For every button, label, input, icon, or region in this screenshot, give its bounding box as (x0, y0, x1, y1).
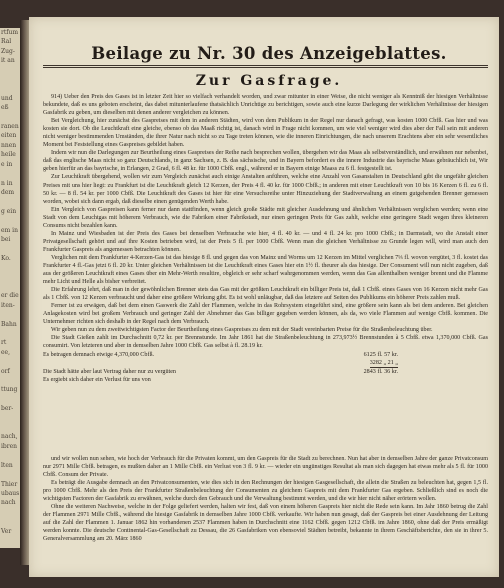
previous-page-fragment: Ral (1, 38, 12, 46)
paragraph: Ohne die weiteren Nachweise, welche in der Folge geliefert werden, halten wir fest, daß von einem höheren Gaspreis hier nicht die Rede sein kann. Im Jahr 1860 betrug die Zahl der Flammen 2971 Mille Cbfß., während die hiesige Gasfabrik in demselben Jahre 1000 Cbfß. verkaufte. Wir haben nun gesagt, daß der Gaspreis bei einer Ausdehnung der Leitung auf die Zahl der Flammen 1. Januar 1862 hin vorhandenen 2537 Flammen haben in Durchschnitt eine 1162 Cbfß. gegen 1212 Cbfß. im Jahre 1860, ohne daß der Preis ermäßigt werden konnte. Die deutsche Continental-Gas-Gesellschaft zu Dessau, die 26 Gasfabriken von ebensoviel Städten betreibt, bekannte in ihrem Geschäftsberichte, den sie in ihrer 5. Generalversammlung am 20. März 1860 (43, 504, 488, 543)
previous-page-fragment (0, 310, 20, 319)
paragraph: In Mainz und Wiesbaden ist der Preis des Gases bei denselben Verbrauche wie hier, 4 fl. 40 kr. — und 4 fl. 24 kr. pro 1000 Cbfß.; in Darmstadt, wo die Anstalt einer Privatgesellschaft gehört und auf ihre Kosten betrieben wird, ist der Preis 5 fl. per 1000 Cbfß. Wenn man die gleichen Verhältnisse zu Grunde legen will, wird man auch den Frankfurter Gaspreis als angemessen betrachten können. (43, 230, 488, 253)
article-body (43, 93, 488, 384)
previous-page-fragment: dem (1, 188, 15, 196)
account-row (43, 351, 488, 359)
headline-rule (43, 65, 488, 66)
previous-page-fragment: iten- (1, 301, 15, 309)
previous-page-fragment (0, 376, 20, 385)
headline-rule-thin (43, 67, 488, 68)
previous-page-fragment (0, 197, 20, 206)
previous-page-fragment: ubaus (1, 489, 20, 497)
paragraph: Es beträgt die Ausgabe demnach an den Privatconsumenten, wie dies sich in den Rechnungen der hiesigen Gasgesellschaft, die allein die Straßen zu beleuchten hat, gegen 1,5 fl. pro 1000 Cbfß. Mehr als den Preis der Frankfurter Straßenbeleuchtung der Consumenten zu gleichem Gaspreis mit dem Frankfurter Gas ergeben. Schließlich sind es noch die wichtigsten Factoren der Gasfabrik zu erwähnen, welche durch den Gebrauch und die Verwaltung bestimmt werden, und die wir hier nicht näher erörtern wollen. (43, 480, 488, 503)
previous-page-fragment: bei (1, 235, 11, 243)
previous-page-fragment: ttung (1, 386, 18, 394)
paragraph: Ferner ist zu erwägen, daß bei dem einen Gaswerk die Zahl der Flammen, welche in das Rohrsystem eingeführt sind, eine größere sein kann als bei dem anderen. Bei gleichen Anlagekosten wird bei großem Verbrauch und geringer Zahl der Abnehmer das Gas billiger gegeben werden können, als da, wo viele Flammen auf wenige Cbfß. kommen. Die Unternehmer richten sich deshalb in der Regel nach dem Verbrauch. (43, 303, 488, 326)
previous-page-fragment: heile (1, 151, 16, 159)
paragraph: Bei Vergleichung, hier zunächst des Gaspreises mit dem in anderen Städten, wird von dem Publikum in der Regel nur danach gefragt, was kosten 1000 Cbfß. Gas hier und was kosten sie dort. Ob die Leuchtkraft eine gleiche, ebenso ob das Maaß richtig ist, danach wird in Frage nicht kommen, um wie viel weniger wird dies aber der Fall sein mit anderen nicht weniger bestimmenden Umständen, die ihrer Natur nach nicht so zu Tage treten können, wie die inneren Einrichtungen, die nach unserem Erachtens aber ein sehr wesentliches Moment bei Feststellung eines Gaspreises gebildet haben. (43, 118, 488, 149)
previous-page-fragment: ranen (1, 123, 19, 131)
previous-page-fragment: lten (1, 461, 13, 469)
paragraph: Ein Vergleich von Gaspreisen kann ferner nur dann stattfinden, wenn gleich große Städte mit gleicher Ausdehnung und ähnlichen Verhältnissen verglichen werden; wenn eine Stadt von dem Leuchtgas mit höherem Verbrauch, wie die Fabriken einer Fabrikstadt, nur einen geringen Preis für Gas zahlt, welche eine geringere Stadt wegen ihres kleineren Consums nicht bezahlen kann. (43, 206, 488, 229)
previous-page-fragment (0, 470, 20, 479)
previous-page-fragment: und (1, 94, 13, 102)
account-label: Es betragen demnach etwige 4,370,000 Cbfß. (43, 351, 155, 358)
previous-page-fragment: e in (1, 160, 13, 168)
previous-page-fragment: g ein (1, 207, 17, 215)
previous-page-fragment: eiten (1, 132, 17, 140)
account-row (43, 376, 488, 384)
previous-page-fragment (0, 75, 20, 84)
previous-page-fragment (0, 329, 20, 338)
account-amount: 6125 fl. 57 kr. (363, 351, 398, 358)
previous-page-fragment: ee, (1, 348, 11, 356)
paragraph: 914) Ueber den Preis des Gases ist in letzter Zeit hier so vielfach verhandelt worden, und zwar mitunter in einer Weise, die nicht weniger als Kenntniß der hiesigen Verhältnisse bekundete, daß es uns geboten erscheint, das dabei mitunterlaufene thatsächlich Unrichtige zu berichtigen, sowie auch eine kurze Darlegung der wirklichen Verhältnisse der hiesigen Gasfabrik zu geben, um dieselben mit denen anderer vergleichen zu können. (43, 94, 488, 117)
previous-page-edge (0, 28, 21, 548)
previous-page-fragment (0, 273, 20, 282)
previous-page-fragment: ibren (1, 442, 18, 450)
previous-page-fragment: er die (1, 292, 19, 300)
previous-page-fragment (0, 508, 20, 517)
account-amount: 2843 fl. 36 kr. (363, 368, 398, 375)
paragraph: Verglichen mit dem Frankfurter 4-Kerzen-Gas ist das hiesige 8 fl. und gegen das von Mainz und Worms um 12 Kerzen im Mittel verglichen 7⅓ fl. wovon vergütet, 3 fl. kostet das Frankfurter 4 fl.-Gas jetzt 6 fl. 20 kr. Unter gleichen Verhältnissen ist die Leuchtkraft eines Gases hier ein 1½ fl. theurer als das hiesige. Der Consument will nun nicht zugeben, daß aus der größeren Leuchtkraft eines Gases über ein Mehr-Werth resultire, obgleich er sehr scharf wahrgenommen werden, wenn das Gas allenthalben weniger brennt und die Flamme mehr Licht und Helle als bisher verbreitet. (43, 254, 488, 286)
previous-page-fragment (0, 423, 20, 432)
paragraph: Indem wir nun die Darlegungen zur Beurtheilung eines Gaspreises der Reihe nach besprechen wollen, übergehen wir das Maas als selbstverständlich, und erwähnen nur nebenbei, daß das englische Maas nicht so ganz Deutschlands, in ganz Sachsen, z. B. das sächsische, und in Bayern befordert es die innere Industrie das bayrische Maas gebräuchlich ist, Wir geben hierfür an das bayrische, in Erlangen, 2 Grad, 6 fl. 48 kr. für 1000 Cbfß. engl., während er in Bayern einige Maass zu 6 fl. festgestellt ist. (43, 150, 488, 173)
previous-page-fragment: nnen (1, 141, 17, 149)
previous-page-fragment: Bahn (1, 320, 17, 328)
previous-page-fragment: em in (1, 226, 18, 234)
account-label: Die Stadt hätte aber laut Vertrag daher nur zu vergüten (43, 368, 176, 375)
previous-page-fragment: rtfum (1, 29, 19, 36)
book-gutter (20, 20, 29, 565)
paragraph: Die Erfahrung lehrt, daß man in der gewöhnlichen Brenner stets das Gas mit der größten Leuchtkraft ein billiger Preis ist, daß 1 Cbfß. eines Gases von 16 Kerzen nicht mehr Gas als 1 Cbfß. von 12 Kerzen verbraucht und daher eine größere Wirkung gibt. Es ist wohl unläugbar, daß das letztere auf Seiten des Publikums ein höherer Preis zahlen muß. (43, 287, 488, 302)
page-headline: Beilage zu Nr. 30 des Anzeigeblattes. (91, 44, 447, 63)
previous-page-fragment (0, 357, 20, 366)
previous-page-fragment: Ko. (1, 254, 11, 262)
previous-page-fragment: Zug- (1, 47, 15, 55)
previous-page-fragment (0, 244, 20, 253)
paragraph: Zur Leuchtkraft übergehend, wollen wir zum Vergleich zunächst auch einige Anstalten anführen, welche eine Anzahl von Gasanstalten in Deutschland gibt die ungefähr gleichen Preises mit uns hier liegt: zu Frankfurt ist die Leuchtkraft gleich 12 Kerzen, der Preis 4 fl. 40 kr. für 1000 Cbfß.; in anderen mit einer Leuchtkraft von 10 bis 16 Kerzen 6 fl. zu 6 fl. 50 kr. — 8 fl. 54 kr. per 1000 Cbfß. Die Leuchtkraft des Gases ist hier für eine Versuchsreihe unter Hinzuziehung der Stadtverwaltung an einem gutgehenden Brenner gemessen worden, wobei sich dann ergab, daß dieselbe einen genügenden Werth habe. (43, 174, 488, 205)
previous-page-fragment (0, 414, 20, 423)
previous-page-fragment: orf (1, 367, 10, 375)
previous-page-fragment: ber- (1, 405, 14, 413)
previous-page-fragment (0, 282, 20, 291)
previous-page-fragment (0, 395, 20, 404)
previous-page-fragment (0, 216, 20, 225)
previous-page-fragment: n in (1, 179, 13, 187)
previous-page-fragment (0, 113, 20, 122)
previous-page-fragment (0, 169, 20, 178)
article-title: Zur Gasfrage. (195, 73, 343, 89)
paragraph: Wir geben nun zu dem zweitwichtigsten Factor der Beurtheilung eines Gaspreises zu dem mit der Stadt vereinbarten Preise für die Straßenbeleuchtung über. (51, 327, 433, 334)
previous-page-fragment (0, 517, 20, 526)
previous-page-fragment (0, 263, 20, 272)
account-row (43, 359, 488, 368)
previous-page-fragment (0, 451, 20, 460)
previous-page-fragment: rt (1, 339, 7, 347)
previous-page-fragment: eß (1, 104, 9, 112)
previous-page-fragment: it an (1, 57, 15, 65)
previous-page-fragment: Thier (1, 480, 18, 488)
previous-page-fragment: Ver (1, 527, 12, 535)
previous-page-fragment: nach, (1, 433, 18, 441)
paragraph: und wir wollen nun sehen, wie hoch der Verbrauch für die Privaten kommt, um den Gaspreis für die Stadt zu berechnen. Nun hat aber in demselben Jahre der ganze Privatconsum nur 2971 Mille Cbfß. betragen, es mußten daher an 1 Mille Cbfß. ein Verlust von 3 fl. 9 kr. — wieder ein ungünstiges Resultat als man sich dagegen hat etwas mehr als 5 fl. für 1000 Cbfß. Consum der Private. (43, 456, 488, 479)
previous-page-fragment (0, 66, 20, 75)
previous-page-fragment (0, 84, 20, 93)
article-continuation (43, 455, 488, 544)
account-label: Es ergiebt sich daher ein Verlust für uns von (43, 376, 151, 383)
previous-page-fragment: nach (1, 499, 16, 507)
account-row (43, 368, 488, 376)
account-amount: 3282 „ 21 „ (370, 359, 398, 368)
newspaper-page (29, 17, 499, 577)
paragraph: Die Stadt Gießen zahlt im Durchschnitt 0,72 kr. per Brennstunde. Im Jahr 1861 hat die Straßenbeleuchtung in 273,973½ Brennstunden à 5 Cbfß. etwa 1,370,000 Cbfß. Gas consumirt. Von letzteren und aber in demselben Jahre 1000 Cbfß. Gas selbst à fl. 28.19 kr. (43, 335, 488, 350)
